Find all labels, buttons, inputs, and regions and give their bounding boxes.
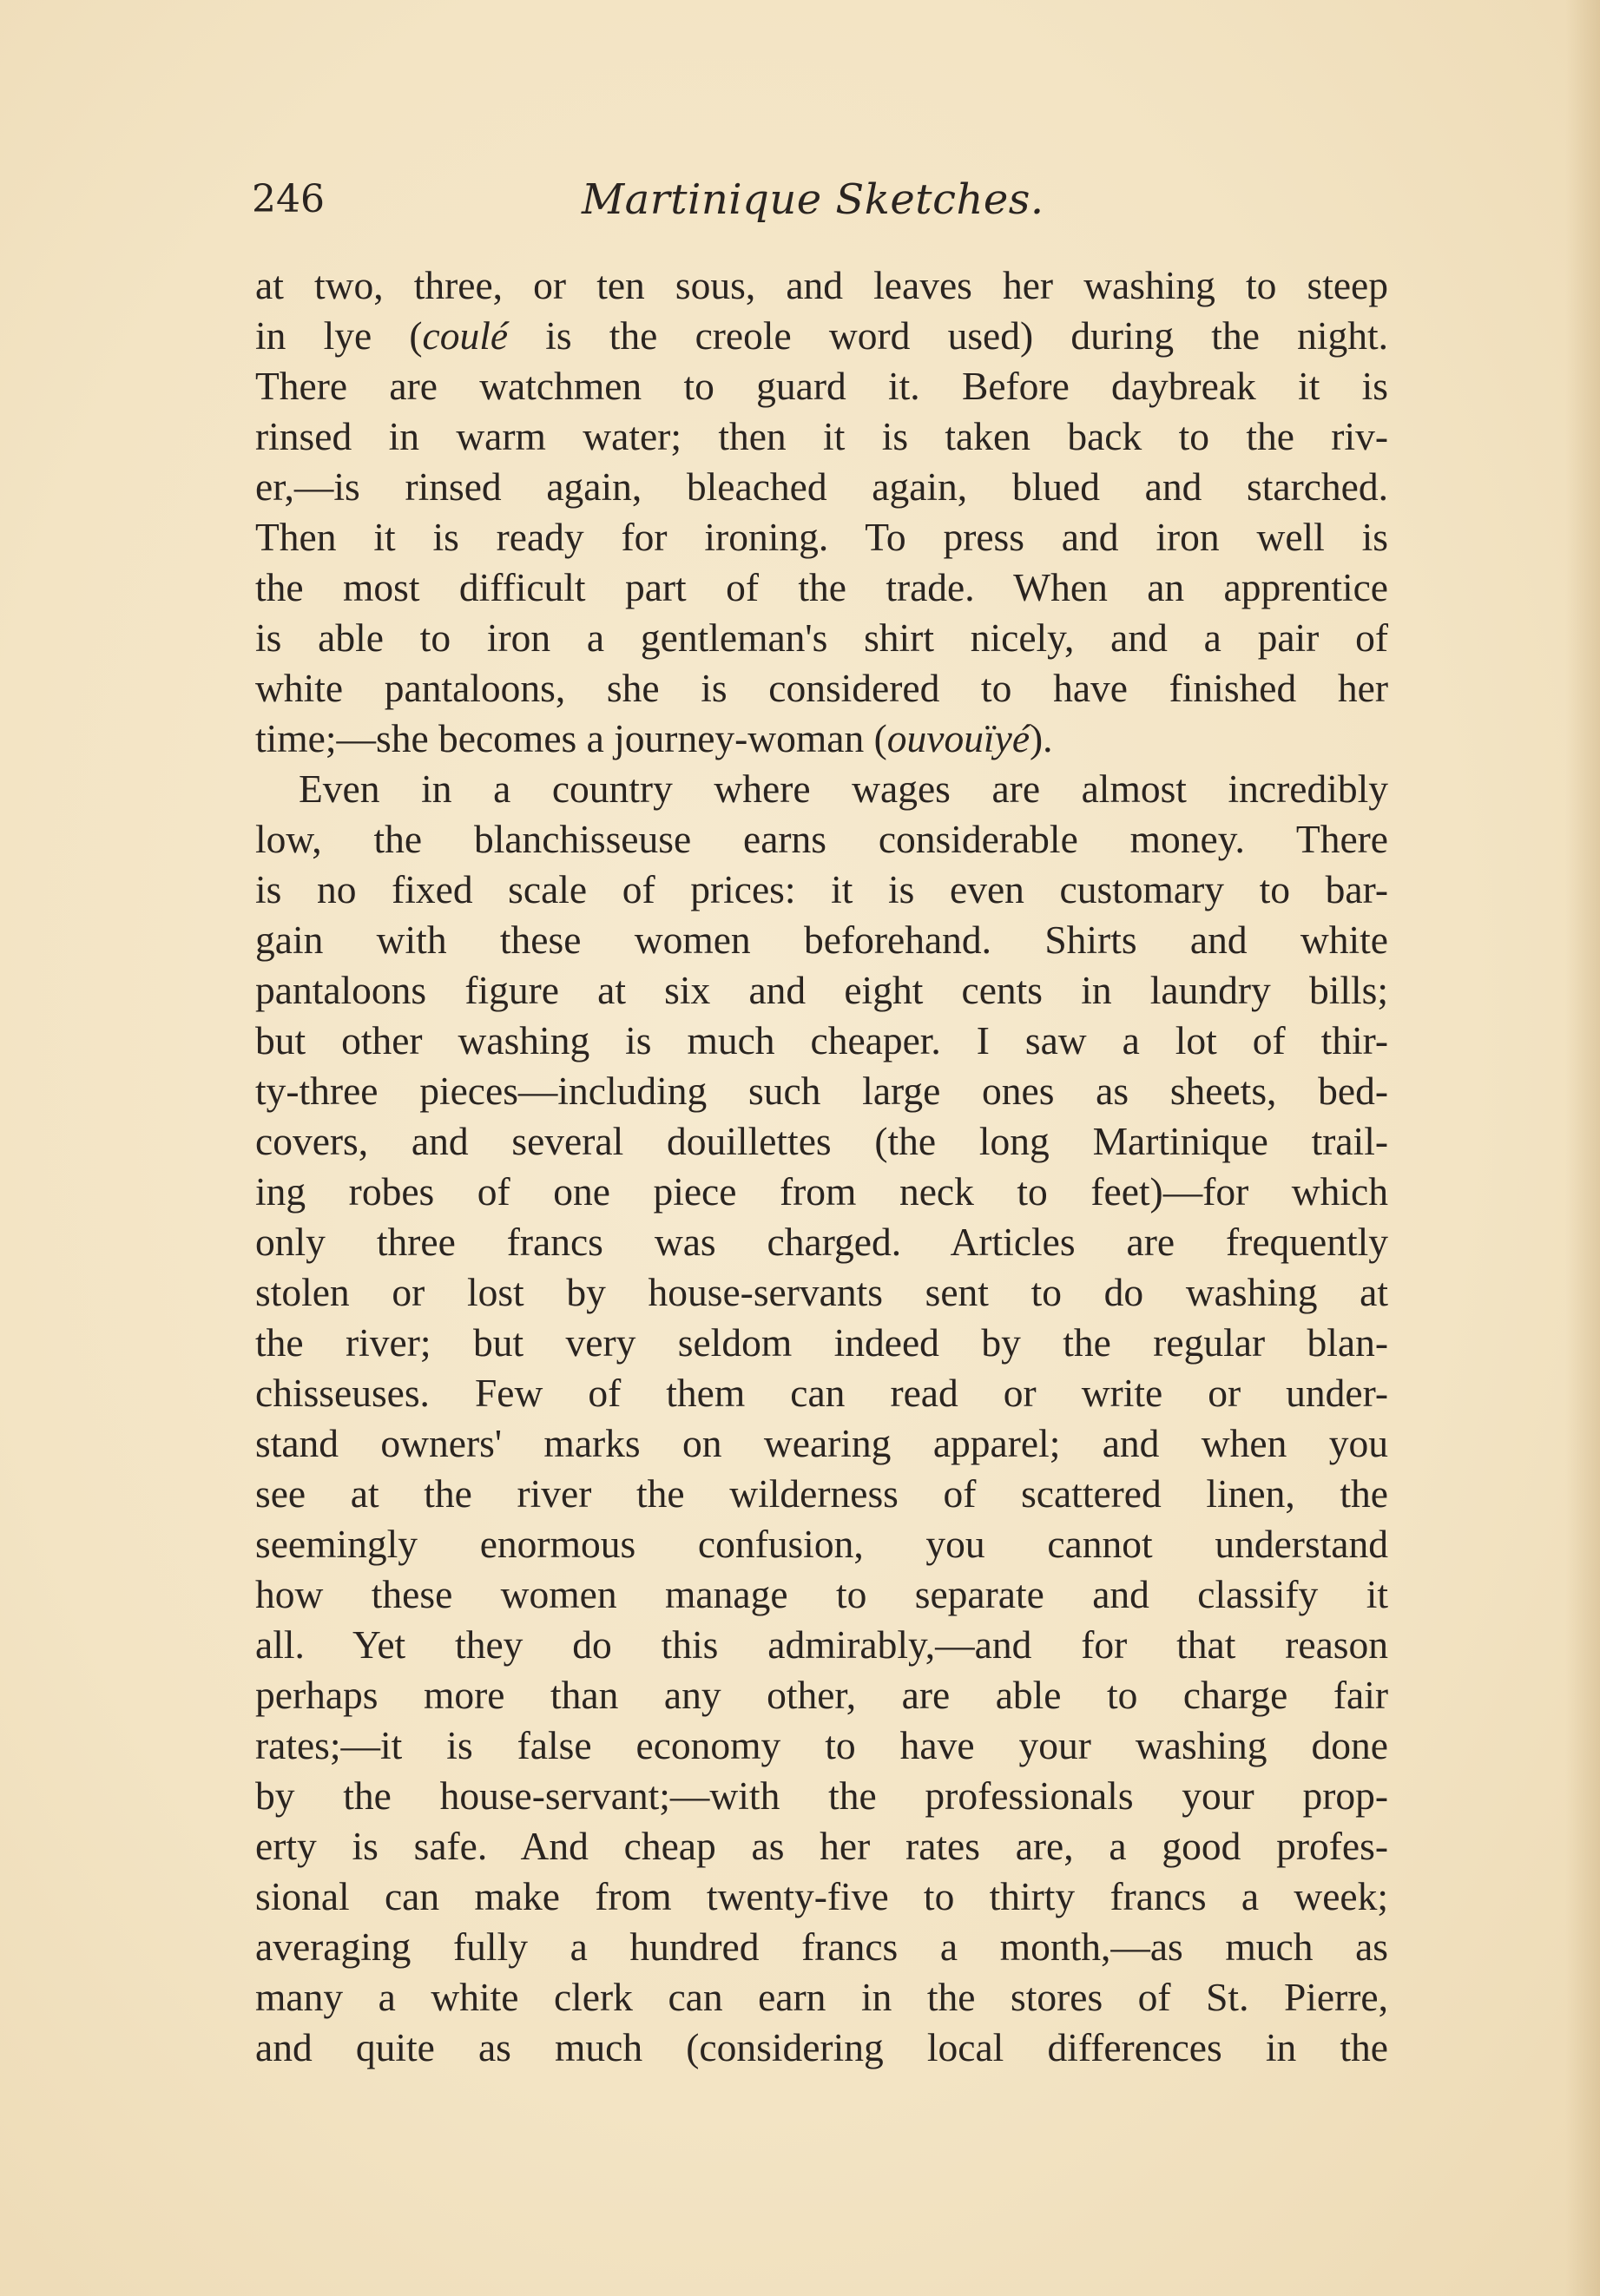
- body-text: [255, 260, 1388, 2073]
- italic-term: ouvouïyé: [886, 716, 1030, 760]
- text-line: Even in a country where wages are almost incredibly: [299, 766, 1388, 811]
- text-line: and quite as much (considering local differences in the: [255, 2025, 1388, 2069]
- text-segment: in lye (: [255, 313, 423, 358]
- text-line: averaging fully a hundred francs a month,—as much as: [255, 1924, 1388, 1969]
- text-line: chisseuses. Few of them can read or write or under-: [255, 1371, 1388, 1415]
- text-line: the river; but very seldom indeed by the regular blan-: [255, 1320, 1388, 1365]
- text-line: white pantaloons, she is considered to have finished her: [255, 666, 1388, 710]
- text-line: see at the river the wilderness of scattered linen, the: [255, 1471, 1388, 1516]
- text-segment: time;—she becomes a journey-woman (: [255, 716, 887, 760]
- text-line: [255, 714, 1388, 764]
- text-line: erty is safe. And cheap as her rates are, a good profes-: [255, 1824, 1388, 1868]
- page-number: 246: [252, 177, 325, 221]
- text-line: is able to iron a gentleman's shirt nicely, and a pair of: [255, 615, 1388, 660]
- text-line: how these women manage to separate and classify it: [255, 1572, 1388, 1616]
- text-line: ty-three pieces—including such large ones as sheets, bed-: [255, 1069, 1388, 1113]
- text-line: at two, three, or ten sous, and leaves her washing to steep: [255, 263, 1388, 307]
- text-line: is no fixed scale of prices: it is even customary to bar-: [255, 867, 1388, 911]
- text-segment: is the creole word used) during the night.: [508, 313, 1388, 358]
- text-line: covers, and several douillettes (the long Martinique trail-: [255, 1119, 1388, 1163]
- text-line: er,—is rinsed again, bleached again, blued and starched.: [255, 464, 1388, 509]
- text-line: all. Yet they do this admirably,—and for that reason: [255, 1622, 1388, 1667]
- text-line: perhaps more than any other, are able to charge fair: [255, 1673, 1388, 1717]
- text-line: but other washing is much cheaper. I saw a lot of thir-: [255, 1018, 1388, 1062]
- text-line: rates;—it is false economy to have your washing done: [255, 1723, 1388, 1767]
- page-edge-shadow: [1565, 0, 1600, 2296]
- text-line: many a white clerk can earn in the stores of St. Pierre,: [255, 1975, 1388, 2019]
- text-line: stolen or lost by house-servants sent to do washing at: [255, 1270, 1388, 1314]
- running-title: Martinique Sketches.: [582, 175, 1044, 224]
- running-header: [252, 169, 1389, 230]
- text-line: There are watchmen to guard it. Before daybreak it is: [255, 364, 1388, 408]
- text-line: stand owners' marks on wearing apparel; and when you: [255, 1421, 1388, 1465]
- text-line: seemingly enormous confusion, you cannot understand: [255, 1522, 1388, 1566]
- text-line: only three francs was charged. Articles are frequently: [255, 1220, 1388, 1264]
- text-segment: ).: [1030, 716, 1053, 760]
- text-line: Then it is ready for ironing. To press and iron well is: [255, 515, 1388, 559]
- text-line: by the house-servant;—with the professionals your prop-: [255, 1773, 1388, 1818]
- text-line: sional can make from twenty-five to thirty francs a week;: [255, 1874, 1388, 1918]
- italic-term: coulé: [422, 313, 509, 358]
- text-line: ing robes of one piece from neck to feet)—for which: [255, 1169, 1388, 1214]
- text-line: rinsed in warm water; then it is taken back to the riv-: [255, 414, 1388, 458]
- text-line: pantaloons figure at six and eight cents in laundry bills;: [255, 968, 1388, 1012]
- text-line: [255, 311, 1388, 361]
- text-line: the most difficult part of the trade. When an apprentice: [255, 565, 1388, 609]
- text-line: gain with these women beforehand. Shirts and white: [255, 918, 1388, 962]
- text-line: low, the blanchisseuse earns considerable money. There: [255, 817, 1388, 861]
